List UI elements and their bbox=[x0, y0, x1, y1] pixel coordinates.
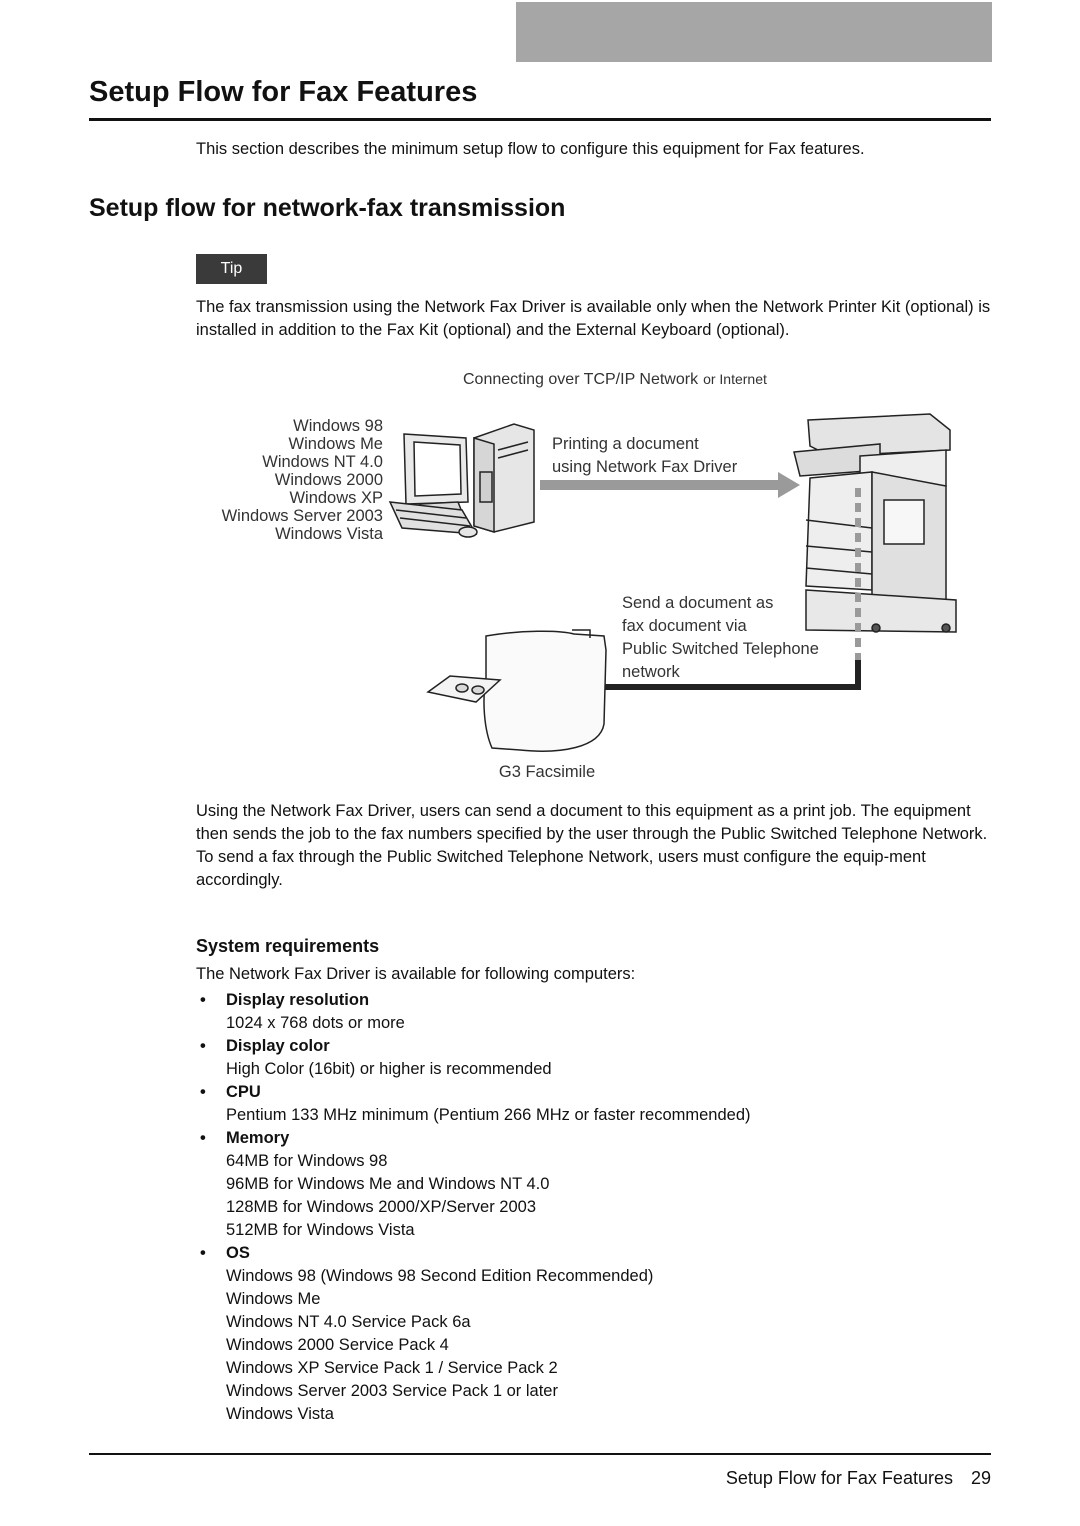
requirement-value: Windows NT 4.0 Service Pack 6a bbox=[226, 1313, 471, 1331]
bullet-icon: • bbox=[200, 1244, 206, 1262]
requirement-value: Windows Vista bbox=[226, 1405, 334, 1423]
svg-text:Printing a document: Printing a document bbox=[552, 435, 699, 453]
computer-icon bbox=[390, 424, 534, 537]
facsimile-label: G3 Facsimile bbox=[498, 763, 596, 781]
os-list-item: Windows Server 2003 bbox=[221, 507, 383, 525]
bullet-icon: • bbox=[200, 1083, 206, 1101]
requirement-value: High Color (16bit) or higher is recommended bbox=[226, 1060, 552, 1078]
print-label bbox=[552, 435, 738, 476]
svg-text:fax document via: fax document via bbox=[622, 617, 747, 635]
body-paragraph: To send a fax through the Public Switched Telephone Network, users must configure the equip-ment accordingly. bbox=[196, 848, 926, 889]
mfp-icon bbox=[794, 414, 956, 632]
footer-rule bbox=[89, 1453, 991, 1455]
requirement-value: Windows Server 2003 Service Pack 1 or later bbox=[226, 1382, 558, 1400]
requirement-value: Windows Me bbox=[226, 1290, 321, 1308]
svg-text:Send a document as: Send a document as bbox=[622, 594, 774, 612]
os-list-item: Windows NT 4.0 bbox=[262, 453, 383, 471]
requirement-memory bbox=[196, 1127, 996, 1242]
os-list-item: Windows Me bbox=[288, 435, 383, 453]
tip-badge: Tip bbox=[196, 254, 267, 284]
section-title: Setup flow for network-fax transmission bbox=[89, 194, 566, 222]
requirement-name: OS bbox=[226, 1244, 250, 1262]
bullet-icon: • bbox=[200, 991, 206, 1009]
requirement-value: 96MB for Windows Me and Windows NT 4.0 bbox=[226, 1175, 550, 1193]
footer bbox=[726, 1468, 991, 1489]
network-label: Connecting over TCP/IP Network or Internet bbox=[463, 371, 767, 388]
requirement-value: 64MB for Windows 98 bbox=[226, 1152, 388, 1170]
svg-text:Public Switched Telephone: Public Switched Telephone bbox=[622, 640, 819, 658]
svg-text:network: network bbox=[622, 663, 680, 681]
system-requirements-title: System requirements bbox=[196, 936, 380, 956]
os-list-item: Windows XP bbox=[289, 489, 383, 507]
requirement-os bbox=[196, 1242, 996, 1426]
body-text bbox=[196, 800, 996, 892]
header-bar bbox=[516, 2, 992, 62]
requirement-name: Display color bbox=[226, 1037, 330, 1055]
facsimile-icon bbox=[428, 630, 606, 751]
requirement-value: 128MB for Windows 2000/XP/Server 2003 bbox=[226, 1198, 536, 1216]
send-label bbox=[622, 594, 819, 681]
requirement-name: Display resolution bbox=[226, 991, 370, 1009]
requirement-value: Pentium 133 MHz minimum (Pentium 266 MHz or faster recommended) bbox=[226, 1106, 751, 1124]
requirement-value: Windows 98 (Windows 98 Second Edition Recommended) bbox=[226, 1267, 654, 1285]
page-title: Setup Flow for Fax Features bbox=[89, 76, 478, 108]
system-requirements-intro: The Network Fax Driver is available for following computers: bbox=[196, 965, 636, 983]
requirement-value: 512MB for Windows Vista bbox=[226, 1221, 415, 1239]
footer-title: Setup Flow for Fax Features bbox=[725, 1468, 953, 1488]
os-list-item: Windows 98 bbox=[293, 417, 383, 435]
requirement-name: CPU bbox=[226, 1083, 261, 1101]
os-list bbox=[222, 417, 384, 543]
title-rule bbox=[89, 118, 991, 121]
requirement-value: 1024 x 768 dots or more bbox=[226, 1014, 405, 1032]
requirement-display-resolution bbox=[196, 989, 996, 1035]
os-list-item: Windows 2000 bbox=[274, 471, 383, 489]
requirement-display-color bbox=[196, 1035, 996, 1081]
tip-text: The fax transmission using the Network Fax Driver is available only when the Network Printer Kit (optional) is installed in addition to the Fax Kit (optional) and the External Keyboard (optional). bbox=[196, 298, 991, 339]
bullet-icon: • bbox=[200, 1037, 206, 1055]
body-paragraph: Using the Network Fax Driver, users can send a document to this equipment as a print job. The equipment then sends the job to the fax numbers specified by the user through the Public Switched Telephone Network. bbox=[196, 802, 988, 843]
bullet-icon: • bbox=[200, 1129, 206, 1147]
requirement-name: Memory bbox=[226, 1129, 290, 1147]
requirements-list bbox=[196, 989, 996, 1426]
intro-text: This section describes the minimum setup flow to configure this equipment for Fax features. bbox=[196, 140, 865, 158]
requirement-value: Windows XP Service Pack 1 / Service Pack 2 bbox=[226, 1359, 558, 1377]
os-list-item: Windows Vista bbox=[275, 525, 383, 543]
svg-text:using Network Fax Driver: using Network Fax Driver bbox=[552, 458, 738, 476]
requirement-cpu bbox=[196, 1081, 996, 1127]
network-fax-diagram bbox=[0, 360, 1080, 790]
page-number: 29 bbox=[970, 1468, 991, 1488]
requirement-value: Windows 2000 Service Pack 4 bbox=[226, 1336, 449, 1354]
